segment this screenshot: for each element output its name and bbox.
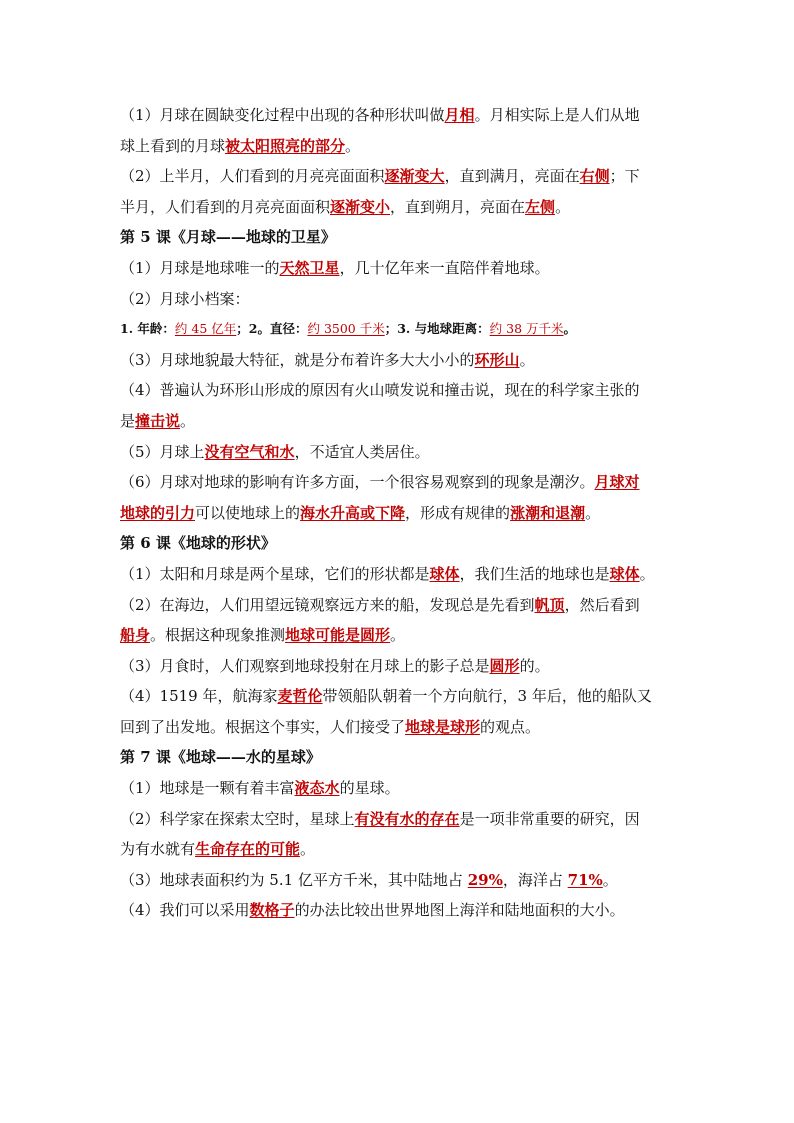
text-run: 是 <box>120 411 136 430</box>
text-run: 。 <box>585 503 601 522</box>
text-run: 带领船队朝着一个方向航行，3 年后，他的船队又 <box>322 687 652 706</box>
text-line <box>120 375 676 406</box>
text-line <box>120 651 676 682</box>
text-run: 为有水就有 <box>120 840 196 859</box>
text-run: 的星球。 <box>339 779 400 798</box>
answer-keyword: 撞击说 <box>135 411 181 430</box>
text-line <box>120 834 676 865</box>
answer-keyword: 71% <box>567 870 603 889</box>
text-run: （5）月球上 <box>120 442 205 461</box>
answer-keyword: 球体 <box>609 564 640 583</box>
text-run: ，几十亿年来一直陪伴着地球。 <box>339 258 550 277</box>
text-run: （3）月球地貌最大特征，就是分布着许多大大小小的 <box>120 350 475 369</box>
answer-keyword: 天然卫星 <box>279 258 340 277</box>
text-run: 半月，人们看到的月亮亮面面积 <box>120 197 331 216</box>
text-line <box>120 773 676 804</box>
text-run: 。 <box>563 321 577 337</box>
answer-keyword: 液态水 <box>294 779 340 798</box>
text-line <box>120 345 676 376</box>
text-run: 1. 年龄： <box>120 321 175 337</box>
text-run: 。 <box>639 564 655 583</box>
text-line <box>120 467 676 498</box>
text-run: （1）地球是一颗有着丰富 <box>120 779 295 798</box>
answer-keyword: 地球的引力 <box>120 503 196 522</box>
text-run: 的办法比较出世界地图上海洋和陆地面积的大小。 <box>294 901 625 920</box>
text-run: （1）太阳和月球是两个星球，它们的形状都是 <box>120 564 430 583</box>
lesson-heading <box>120 742 676 773</box>
text-line <box>120 253 676 284</box>
text-line <box>120 681 676 712</box>
text-run: ，不适宜人类居住。 <box>294 442 430 461</box>
answer-keyword: 地球是球形 <box>405 717 481 736</box>
text-run: （3）地球表面积约为 5.1 亿平方千米，其中陆地占 <box>120 870 468 889</box>
text-run: 第 5 课《月球——地球的卫星》 <box>120 228 336 247</box>
text-line <box>120 498 676 529</box>
answer-keyword: 帆顶 <box>534 595 565 614</box>
text-line <box>120 406 676 437</box>
answer-keyword: 地球可能是圆形 <box>285 626 391 645</box>
text-line <box>120 865 676 896</box>
text-run: 。 <box>519 350 535 369</box>
text-run: ，海洋占 <box>502 870 568 889</box>
text-line <box>120 895 676 926</box>
answer-keyword: 球体 <box>429 564 460 583</box>
answer-keyword: 没有空气和水 <box>204 442 295 461</box>
text-run: 的。 <box>519 656 550 675</box>
text-line <box>120 559 676 590</box>
text-run: ，形成有规律的 <box>405 503 511 522</box>
text-line <box>120 620 676 651</box>
answer-keyword: 左侧 <box>525 197 556 216</box>
answer-keyword: 数格子 <box>249 901 295 920</box>
text-run: （1）月球是地球唯一的 <box>120 258 280 277</box>
text-run: （2）科学家在探索太空时，星球上 <box>120 809 355 828</box>
text-line <box>120 314 676 345</box>
text-run: 。 <box>345 136 361 155</box>
answer-keyword: 逐渐变大 <box>384 167 445 186</box>
answer-keyword: 右侧 <box>579 167 610 186</box>
text-line <box>120 590 676 621</box>
document-body <box>120 100 676 926</box>
text-run: 。 <box>602 870 618 889</box>
text-run: ，我们生活的地球也是 <box>459 564 610 583</box>
text-run: 。月相实际上是人们从地 <box>474 106 640 124</box>
answer-keyword: 麦哲伦 <box>277 687 323 706</box>
text-run: 回到了出发地。根据这个事实，人们接受了 <box>120 717 406 736</box>
text-run: （2）在海边，人们用望远镜观察远方来的船，发现总是先看到 <box>120 595 535 614</box>
answer-keyword: 船身 <box>120 626 151 645</box>
text-run: （6）月球对地球的影响有许多方面，一个很容易观察到的现象是潮汐。 <box>120 473 595 492</box>
text-line <box>120 437 676 468</box>
answer-keyword: 被太阳照亮的部分 <box>225 136 346 155</box>
text-run: （2）月球小档案： <box>120 289 250 308</box>
text-run: 的观点。 <box>480 717 541 736</box>
lesson-heading <box>120 222 676 253</box>
text-line <box>120 192 676 223</box>
text-line <box>120 284 676 315</box>
text-run: ；下 <box>609 167 640 186</box>
answer-keyword: 29% <box>467 870 503 889</box>
answer-keyword: 逐渐变小 <box>330 197 391 216</box>
answer-keyword: 月相 <box>444 106 475 124</box>
text-run: 。 <box>180 411 196 430</box>
text-run: 。 <box>390 626 406 645</box>
lesson-heading <box>120 528 676 559</box>
answer-keyword: 海水升高或下降 <box>300 503 406 522</box>
text-run: 第 7 课《地球——水的星球》 <box>120 748 321 767</box>
text-run: 。根据这种现象推测 <box>150 626 286 645</box>
text-line <box>120 100 676 131</box>
text-run: 球上看到的月球 <box>120 136 226 155</box>
text-run: 是一项非常重要的研究，因 <box>459 809 640 828</box>
text-run: ；3. 与地球距离： <box>384 321 490 337</box>
answer-keyword: 圆形 <box>489 656 520 675</box>
text-run: ，直到朔月，亮面在 <box>390 197 526 216</box>
answer-keyword: 约 45 亿年 <box>174 321 237 337</box>
text-line <box>120 131 676 162</box>
answer-keyword: 约 38 万千米 <box>489 321 564 337</box>
answer-keyword: 生命存在的可能 <box>195 840 301 859</box>
text-line <box>120 804 676 835</box>
text-run: 。 <box>300 840 316 859</box>
answer-keyword: 月球对 <box>594 473 640 492</box>
answer-keyword: 涨潮和退潮 <box>510 503 586 522</box>
text-run: （2）上半月，人们看到的月亮亮面面积 <box>120 167 385 186</box>
text-run: （3）月食时，人们观察到地球投射在月球上的影子总是 <box>120 656 490 675</box>
text-run: 第 6 课《地球的形状》 <box>120 534 276 553</box>
answer-keyword: 约 3500 千米 <box>307 321 385 337</box>
text-run: （4）普遍认为环形山形成的原因有火山喷发说和撞击说，现在的科学家主张的 <box>120 381 640 400</box>
text-run: （1）月球在圆缺变化过程中出现的各种形状叫做 <box>120 106 445 124</box>
text-run: （4）1519 年，航海家 <box>120 687 278 706</box>
text-run: ，直到满月，亮面在 <box>444 167 580 186</box>
text-run: 。 <box>555 197 571 216</box>
text-line <box>120 161 676 192</box>
text-run: （4）我们可以采用 <box>120 901 250 920</box>
text-run: ，然后看到 <box>564 595 640 614</box>
answer-keyword: 有没有水的存在 <box>354 809 460 828</box>
answer-keyword: 环形山 <box>474 350 520 369</box>
text-line <box>120 712 676 743</box>
text-run: 可以使地球上的 <box>195 503 301 522</box>
text-run: ；2。直径： <box>236 321 308 337</box>
